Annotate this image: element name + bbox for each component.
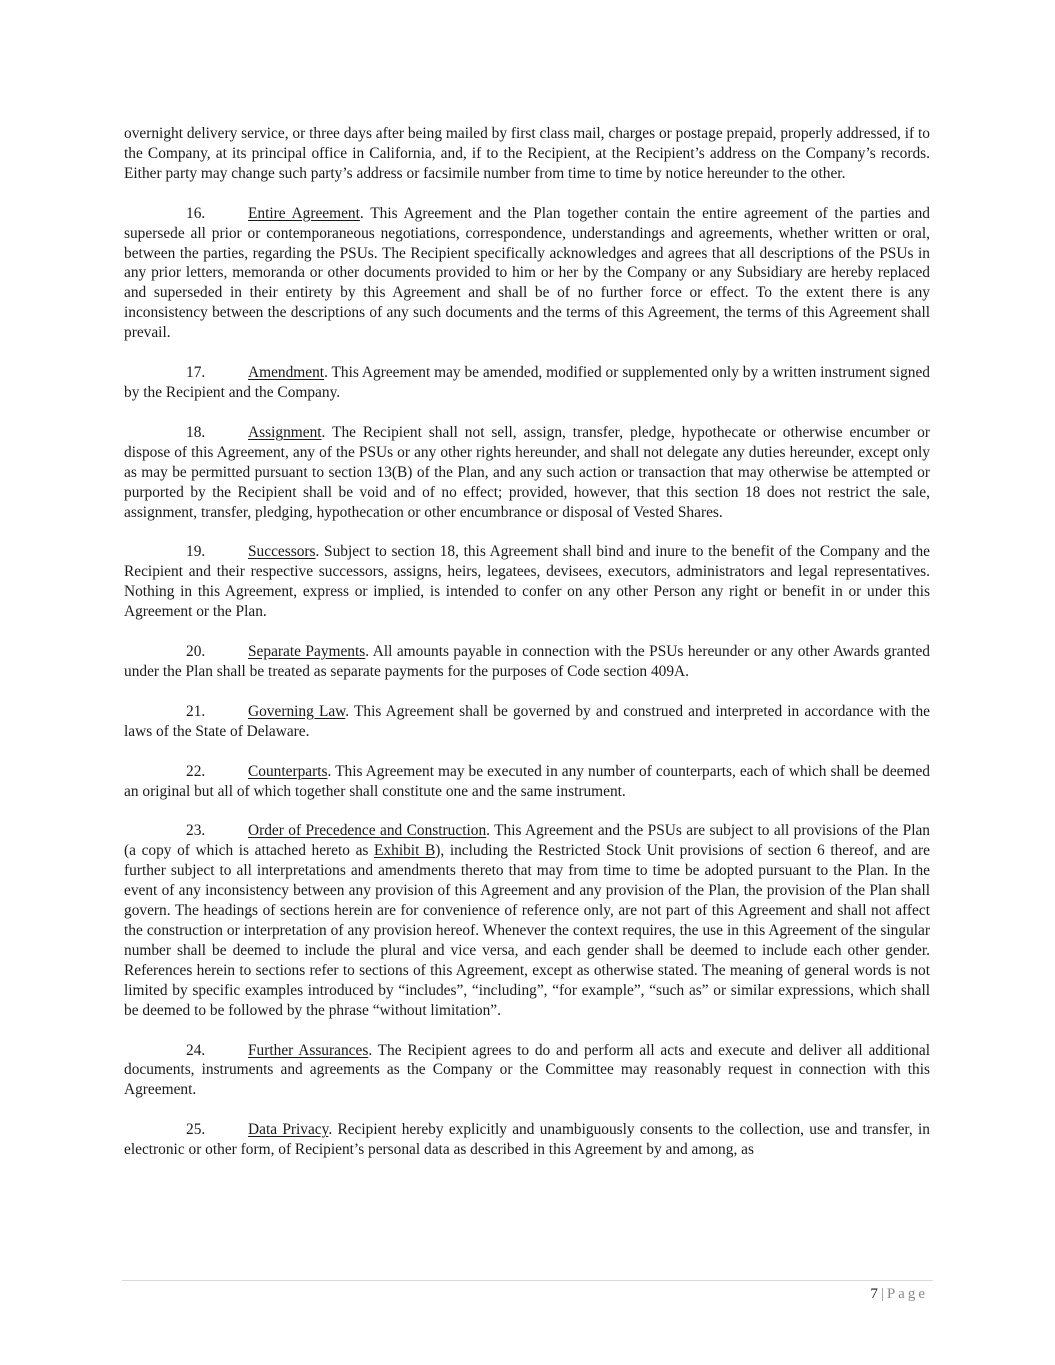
section-heading: Successors — [248, 543, 316, 561]
section-body: . This Agreement and the Plan together contain the entire agreement of the parties and supersede all prior or contemporaneous negotiations, correspondence, understandings and agreements, whether written or oral, between the parties, regarding the PSUs. The Recipient specifically acknowledges and agrees that all descriptions of the PSUs in any prior letters, memoranda or other documents provided to him or her by the Company or any Subsidiary are hereby replaced and superseded in their entirety by this Agreement and shall be of no further force or effect. To the extent there is any inconsistency between the descriptions of any such documents and the terms of this Agreement, the terms of this Agreement shall prevail. — [124, 204, 930, 342]
section-body: . This Agreement and the PSUs are subject to all provisions of the Plan (a copy of which is attached hereto as — [124, 822, 931, 860]
page-label: Page — [886, 1286, 928, 1302]
section-body: . This Agreement shall be governed by and construed and interpreted in accordance with the laws of the State of Delaware. — [124, 702, 930, 740]
intro-text: overnight delivery service, or three days after being mailed by first class mail, charges or postage prepaid, properly addressed, if to the Company, at its principal office in California, and, if to the Recipient, at the Recipient’s address on the Company’s records. Either party may change such party’s address or facsimile number from time to time by notice hereunder to the other. — [124, 125, 930, 182]
section-body: . This Agreement may be amended, modified or supplemented only by a written instrument signed by the Recipient and the Company. — [124, 364, 930, 401]
page-footer — [870, 1285, 928, 1303]
section-16 — [124, 204, 930, 343]
section-heading: Counterparts — [248, 762, 328, 780]
section-heading: Separate Payments — [248, 643, 366, 661]
section-number: 17. — [186, 364, 206, 382]
footer-divider — [122, 1280, 933, 1281]
section-number: 20. — [186, 643, 206, 661]
intro-paragraph — [124, 124, 930, 184]
section-21 — [124, 702, 930, 742]
section-heading: Data Privacy — [248, 1121, 329, 1139]
section-heading: Amendment — [248, 364, 325, 382]
section-20 — [124, 642, 930, 682]
section-heading: Entire Agreement — [248, 204, 360, 222]
section-19 — [124, 542, 930, 622]
section-number: 21. — [186, 702, 206, 720]
page-separator: | — [880, 1286, 884, 1302]
section-body: . The Recipient agrees to do and perform all acts and execute and deliver all additional documents, instruments and agreements as the Company or the Committee may reasonably request in connection with this Agreement. — [124, 1041, 930, 1099]
section-body-continued: ), including the Restricted Stock Unit provisions of section 6 thereof, and are further subject to all interpretations and amendments thereto that may from time to time be adopted pursuant to the Plan. In the event of any inconsistency between any provision of this Agreement and any provision of the Plan, the provision of the Plan shall govern. The headings of sections herein are for convenience of reference only, are not part of this Agreement and shall not affect the construction or interpretation of any provision hereof. Whenever the context requires, the use in this Agreement of the singular number shall be deemed to include the plural and vice versa, and each gender shall be deemed to include each other gender. References herein to sections refer to sections of this Agreement, except as otherwise stated. The meaning of general words is not limited by specific examples introduced by “includes”, “including”, “for example”, “such as” or similar expressions, which shall be deemed to be followed by the phrase “without limitation”. — [124, 842, 930, 1019]
section-number: 24. — [186, 1041, 206, 1059]
section-number: 25. — [186, 1121, 206, 1139]
section-number: 18. — [186, 423, 206, 441]
section-24 — [124, 1041, 930, 1101]
page-number: 7 — [870, 1286, 878, 1302]
section-25 — [124, 1120, 930, 1160]
section-body: . All amounts payable in connection with the PSUs hereunder or any other Awards granted under the Plan shall be treated as separate payments for the purposes of Code section 409A. — [124, 643, 930, 680]
section-number: 23. — [186, 822, 206, 840]
section-heading: Assignment — [248, 423, 322, 441]
section-body: . This Agreement may be executed in any number of counterparts, each of which shall be deemed an original but all of which together shall constitute one and the same instrument. — [124, 762, 930, 800]
document-body — [124, 124, 930, 1180]
section-number: 16. — [186, 204, 206, 222]
section-body: . Recipient hereby explicitly and unambiguously consents to the collection, use and transfer, in electronic or other form, of Recipient’s personal data as described in this Agreement by and among, as — [124, 1121, 930, 1159]
section-number: 19. — [186, 543, 206, 561]
section-body: . Subject to section 18, this Agreement shall bind and inure to the benefit of the Company and the Recipient and their respective successors, assigns, heirs, legatees, devisees, executors, administrators and legal representatives. Nothing in this Agreement, express or implied, is intended to confer on any other Person any right or benefit in or under this Agreement or the Plan. — [124, 543, 930, 621]
section-heading: Further Assurances — [248, 1041, 369, 1059]
section-17 — [124, 363, 930, 403]
section-heading: Order of Precedence and Construction — [248, 822, 487, 840]
exhibit-b-reference: Exhibit B — [374, 842, 436, 860]
section-heading: Governing Law — [248, 702, 346, 720]
section-number: 22. — [186, 762, 206, 780]
section-22 — [124, 762, 930, 802]
section-23 — [124, 821, 930, 1020]
section-body: . The Recipient shall not sell, assign, transfer, pledge, hypothecate or otherwise encumber or dispose of this Agreement, any of the PSUs or any other rights hereunder, and shall not delegate any duties hereunder, except only as may be permitted pursuant to section 13(B) of the Plan, and any such action or transaction that may otherwise be attempted or purported by the Recipient shall be void and of no effect; provided, however, that this section 18 does not restrict the sale, assignment, transfer, pledging, hypothecation or other encumbrance or disposal of Vested Shares. — [124, 423, 930, 521]
section-18 — [124, 423, 930, 523]
